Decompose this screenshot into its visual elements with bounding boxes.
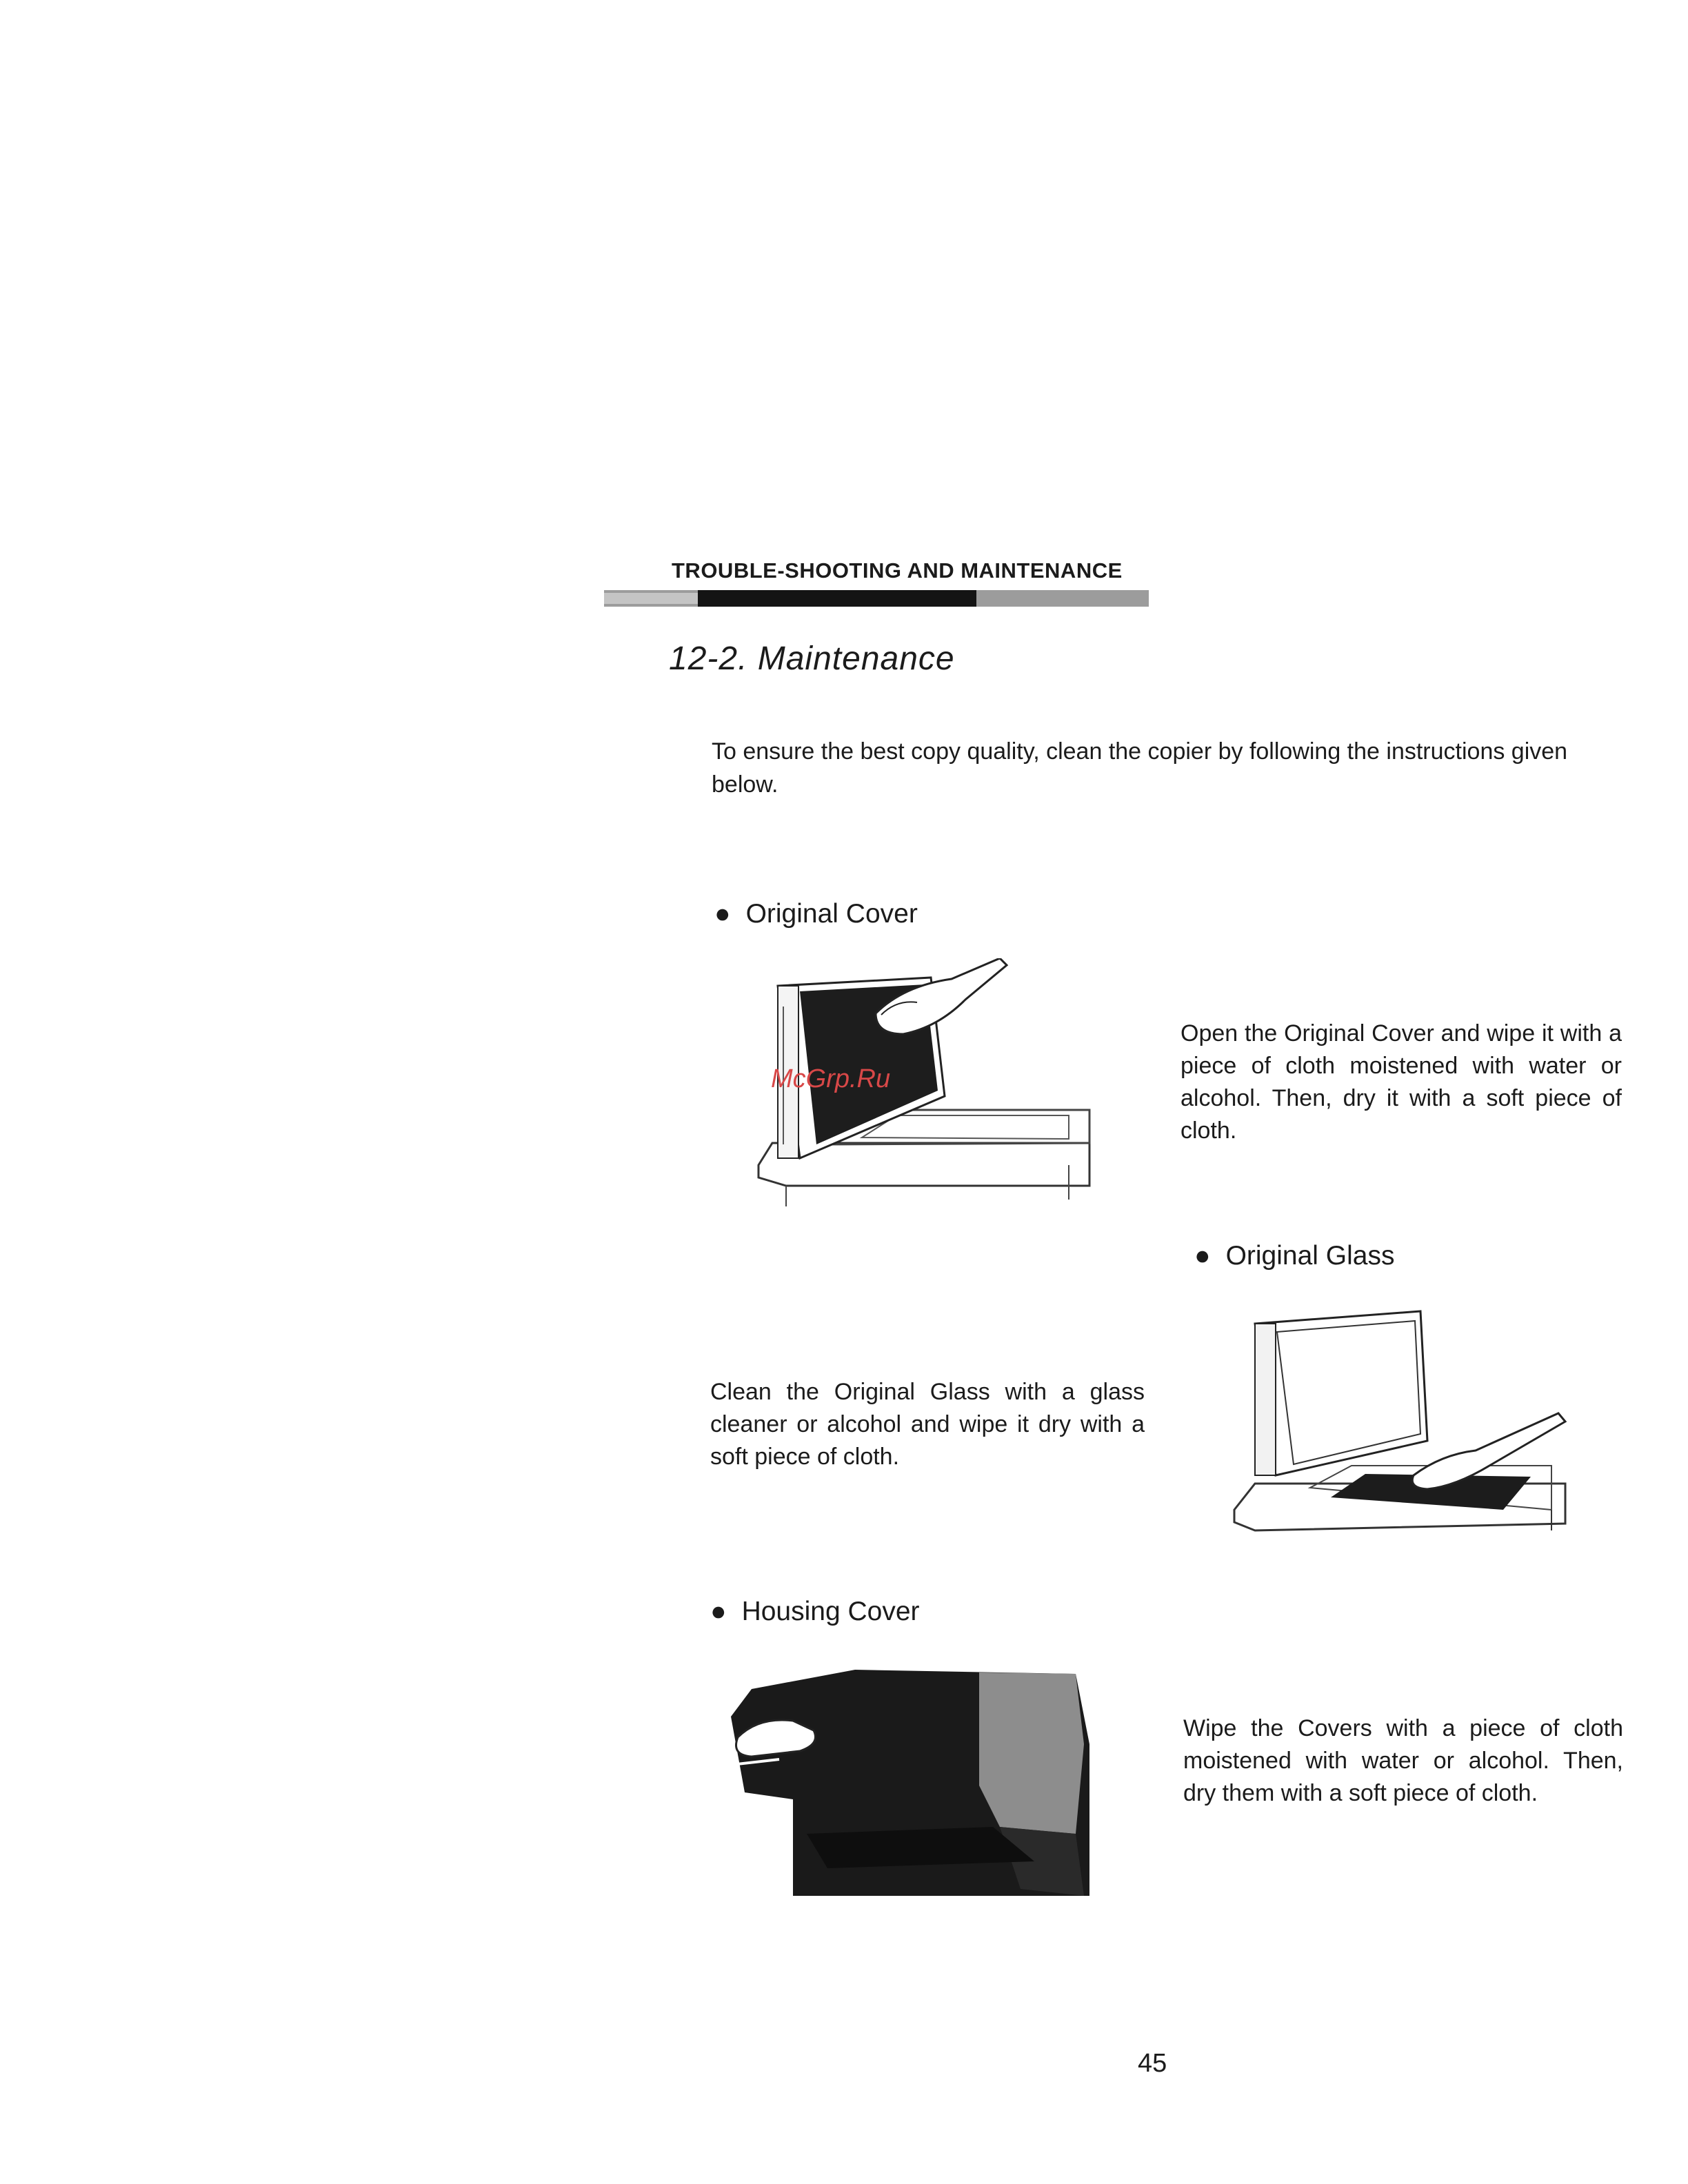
bullet-icon: ● bbox=[710, 1597, 727, 1626]
item-heading-original-cover bbox=[714, 899, 918, 929]
original-glass-illustration bbox=[1227, 1303, 1572, 1544]
page-title: 12-2. Maintenance bbox=[669, 640, 955, 677]
heading-label: Original Glass bbox=[1225, 1241, 1395, 1271]
item-heading-original-glass bbox=[1194, 1241, 1394, 1271]
item-text-housing-cover: Wipe the Covers with a piece of cloth moistened with water or alcohol. Then, dry them with a soft piece of cloth. bbox=[1183, 1715, 1623, 1806]
section-header-title: TROUBLE-SHOOTING AND MAINTENANCE bbox=[672, 558, 1123, 583]
bullet-icon: ● bbox=[1194, 1241, 1211, 1271]
bullet-icon: ● bbox=[714, 899, 731, 929]
heading-label: Original Cover bbox=[745, 899, 918, 929]
intro-paragraph: To ensure the best copy quality, clean the copier by following the instructions given below. bbox=[712, 738, 1568, 798]
item-text-original-glass: Clean the Original Glass with a glass cleaner or alcohol and wipe it dry with a soft piece of cloth. bbox=[710, 1379, 1145, 1470]
page-number: 45 bbox=[1138, 2049, 1167, 2078]
heading-label: Housing Cover bbox=[741, 1597, 920, 1626]
item-text-original-cover: Open the Original Cover and wipe it with a piece of cloth moistened with water or alcohol. Then, dry it with a soft piece of cloth. bbox=[1180, 1020, 1622, 1144]
housing-cover-illustration bbox=[731, 1661, 1089, 1903]
item-heading-housing-cover bbox=[710, 1597, 920, 1627]
watermark-text: McGrp.Ru bbox=[771, 1064, 891, 1093]
header-rule bbox=[604, 590, 1149, 607]
